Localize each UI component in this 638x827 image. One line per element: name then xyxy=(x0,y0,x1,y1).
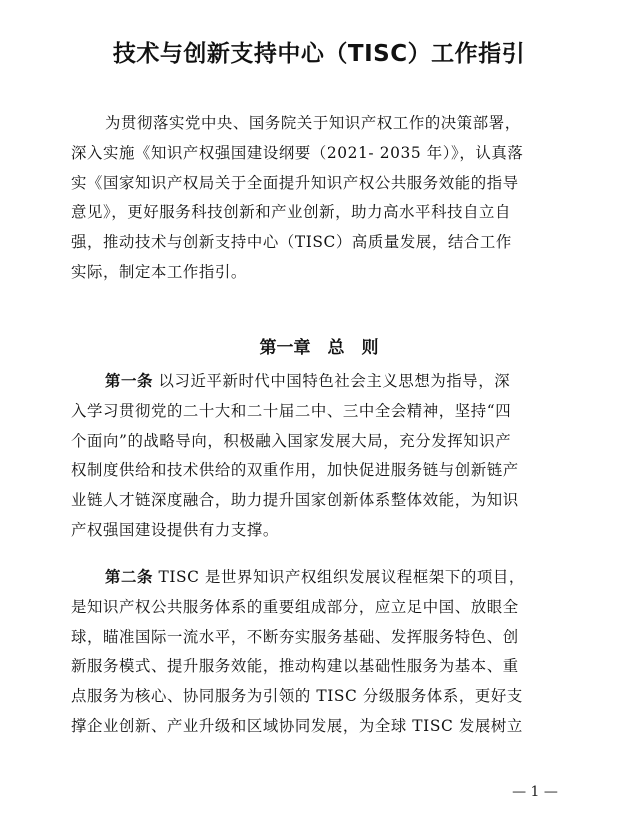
preamble-line: 实《国家知识产权局关于全面提升知识产权公共服务效能的指导 xyxy=(71,173,519,192)
page-number: — 1 — xyxy=(512,784,558,800)
article-2-line: 球，瞄准国际一流水平，不断夯实服务基础、发挥服务特色、创 xyxy=(71,627,519,646)
article-2-line: 撑企业创新、产业升级和区域协同发展，为全球 TISC 发展树立 xyxy=(71,716,523,735)
article-2-label: 第二条 xyxy=(105,568,153,586)
preamble-line: 为贯彻落实党中央、国务院关于知识产权工作的决策部署， xyxy=(105,114,521,132)
article-2 xyxy=(71,563,581,742)
preamble-paragraph xyxy=(71,109,581,288)
article-1-line: 业链人才链深度融合，助力提升国家创新体系整体效能，为知识 xyxy=(71,491,519,510)
article-1 xyxy=(71,367,581,546)
article-1-text: 以习近平新时代中国特色社会主义思想为指导，深 xyxy=(158,372,511,390)
preamble-line: 强，推动技术与创新支持中心（TISC）高质量发展，结合工作 xyxy=(71,233,512,252)
preamble-line: 意见》，更好服务科技创新和产业创新，助力高水平科技自立自 xyxy=(71,203,512,222)
article-2-line: 是知识产权公共服务体系的重要组成部分，应立足中国、放眼全 xyxy=(71,597,519,616)
article-2-line: 点服务为核心、协同服务为引领的 TISC 分级服务体系，更好支 xyxy=(71,687,523,706)
article-1-line: 权制度供给和技术供给的双重作用，加快促进服务链与创新链产 xyxy=(71,461,519,480)
article-2-line: 新服务模式、提升服务效能，推动构建以基础性服务为基本、重 xyxy=(71,657,519,676)
chapter-heading: 第一章 总 则 xyxy=(259,338,379,358)
article-1-line: 入学习贯彻党的二十大和二十届二中、三中全会精神，坚持“四 xyxy=(71,401,512,420)
article-1-line: 个面向”的战略导向，积极融入国家发展大局，充分发挥知识产 xyxy=(71,431,512,450)
article-2-first-line xyxy=(71,563,581,593)
article-2-text: TISC 是世界知识产权组织发展议程框架下的项目， xyxy=(158,568,525,586)
document-title: 技术与创新支持中心（TISC）工作指引 xyxy=(112,41,526,67)
preamble-line: 深入实施《知识产权强国建设纲要（2021- 2035 年）》，认真落 xyxy=(71,143,524,162)
article-1-label: 第一条 xyxy=(105,372,153,390)
article-1-line: 产权强国建设提供有力支撑。 xyxy=(71,520,279,539)
article-1-first-line xyxy=(71,367,581,397)
preamble-line: 实际，制定本工作指引。 xyxy=(71,262,247,281)
